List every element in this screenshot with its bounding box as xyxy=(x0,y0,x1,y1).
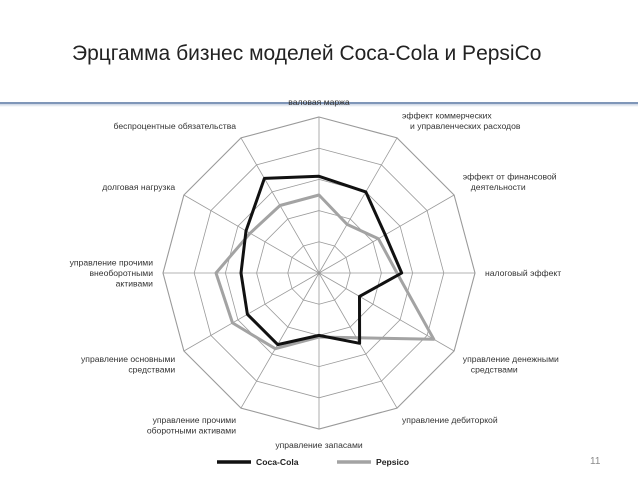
axis-label-3-line-2: деятельности xyxy=(470,182,526,192)
axis-label-10-line-1: управление прочими xyxy=(69,257,153,268)
axis-label-4-line-1: налоговый эффект xyxy=(485,268,562,278)
axis-label-8-line-1: управление прочими xyxy=(152,414,236,425)
grid-spoke-6 xyxy=(319,273,397,408)
axis-label-10-line-2: внеоборотными xyxy=(89,268,153,278)
axis-label-1-line-1: валовая маржа xyxy=(288,97,350,107)
grid-spoke-11 xyxy=(184,195,319,273)
axis-label-9-line-2: средствами xyxy=(128,364,176,375)
slide-title: Эрцгамма бизнес моделей Coca-Cola и PepsiCo xyxy=(72,42,542,65)
axis-label-12-line-1: беспроцентные обязательства xyxy=(113,121,236,132)
axis-label-5-line-1: управление денежными xyxy=(462,354,559,364)
axis-label-9-line-1: управление основными xyxy=(81,354,176,364)
axis-label-8-line-2: оборотными активами xyxy=(146,425,236,436)
axis-label-5-line-2: средствами xyxy=(470,364,518,375)
axis-label-6-line-1: управление дебиторкой xyxy=(402,414,498,425)
legend xyxy=(217,457,409,467)
axis-label-7-line-1: управление запасами xyxy=(275,440,363,450)
legend-label-1: Coca-Cola xyxy=(256,457,299,467)
axis-label-10-line-3: активами xyxy=(115,278,153,289)
legend-label-2: Pepsico xyxy=(376,457,409,467)
axis-label-2-line-1: эффект коммерческих xyxy=(402,110,492,121)
axis-label-2-line-2: и управленческих расходов xyxy=(410,121,521,132)
series-line-coca-cola xyxy=(241,176,402,344)
axis-label-11-line-1: долговая нагрузка xyxy=(102,182,176,192)
axis-label-3-line-1: эффект от финансовой xyxy=(462,171,557,182)
page-number: 11 xyxy=(590,456,601,467)
radar-grid xyxy=(163,117,475,429)
grid-spoke-3 xyxy=(319,195,454,273)
